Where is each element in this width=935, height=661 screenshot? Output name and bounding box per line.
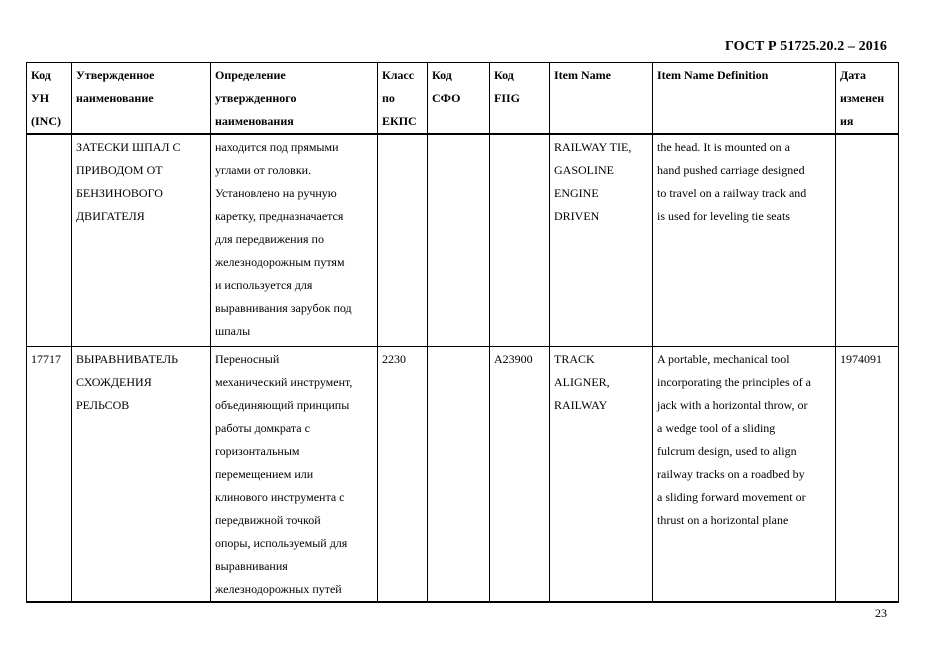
cell-item-name: TRACK ALIGNER, RAILWAY: [550, 346, 653, 602]
cell-sfo-code: [428, 134, 490, 346]
cell-ekps-class: [378, 134, 428, 346]
cell-definition: Переносный механический инструмент, объединяющий принципы работы домкрата с горизонтальным перемещением или клинового инструмента с передвижной точкой опоры, используемый для выравнивания железнодорожных путей: [211, 346, 378, 602]
cell-approved-name: ЗАТЕСКИ ШПАЛ С ПРИВОДОМ ОТ БЕНЗИНОВОГО ДВИГАТЕЛЯ: [72, 134, 211, 346]
cell-ekps-class: 2230: [378, 346, 428, 602]
cell-change-date: [836, 134, 899, 346]
cell-item-name: RAILWAY TIE, GASOLINE ENGINE DRIVEN: [550, 134, 653, 346]
cell-inc: 17717: [27, 346, 72, 602]
cell-item-name-definition: A portable, mechanical tool incorporating the principles of a jack with a horizontal throw, or a wedge tool of a sliding fulcrum design, used to align railway tracks on a roadbed by a sliding forward movement or thrust on a horizontal plane: [653, 346, 836, 602]
cell-approved-name: ВЫРАВНИВАТЕЛЬ СХОЖДЕНИЯ РЕЛЬСОВ: [72, 346, 211, 602]
col-header-inc: Код УН (INC): [27, 63, 72, 135]
document-code: ГОСТ Р 51725.20.2 – 2016: [724, 39, 887, 54]
page-number: 23: [875, 606, 887, 620]
col-header-fiig-code: Код FIIG: [490, 63, 550, 135]
cell-inc: [27, 134, 72, 346]
col-header-item-name-definition: Item Name Definition: [653, 63, 836, 135]
table-row: [27, 134, 899, 346]
table-row: [27, 346, 899, 602]
cell-item-name-definition: the head. It is mounted on a hand pushed carriage designed to travel on a railway track and is used for leveling tie seats: [653, 134, 836, 346]
col-header-sfo-code: Код СФО: [428, 63, 490, 135]
col-header-definition: Определение утвержденного наименования: [211, 63, 378, 135]
cell-definition: находится под прямыми углами от головки. Установлено на ручную каретку, предназначается для передвижения по железнодорожным путям и используется для выравнивания зарубок под шпалы: [211, 134, 378, 346]
col-header-approved-name: Утвержденное наименование: [72, 63, 211, 135]
cell-sfo-code: [428, 346, 490, 602]
col-header-item-name: Item Name: [550, 63, 653, 135]
nomenclature-table: [26, 62, 899, 603]
cell-fiig-code: A23900: [490, 346, 550, 602]
col-header-change-date: Дата изменен ия: [836, 63, 899, 135]
col-header-ekps-class: Класс по ЕКПС: [378, 63, 428, 135]
cell-change-date: 1974091: [836, 346, 899, 602]
cell-fiig-code: [490, 134, 550, 346]
table-header-row: [27, 63, 899, 135]
